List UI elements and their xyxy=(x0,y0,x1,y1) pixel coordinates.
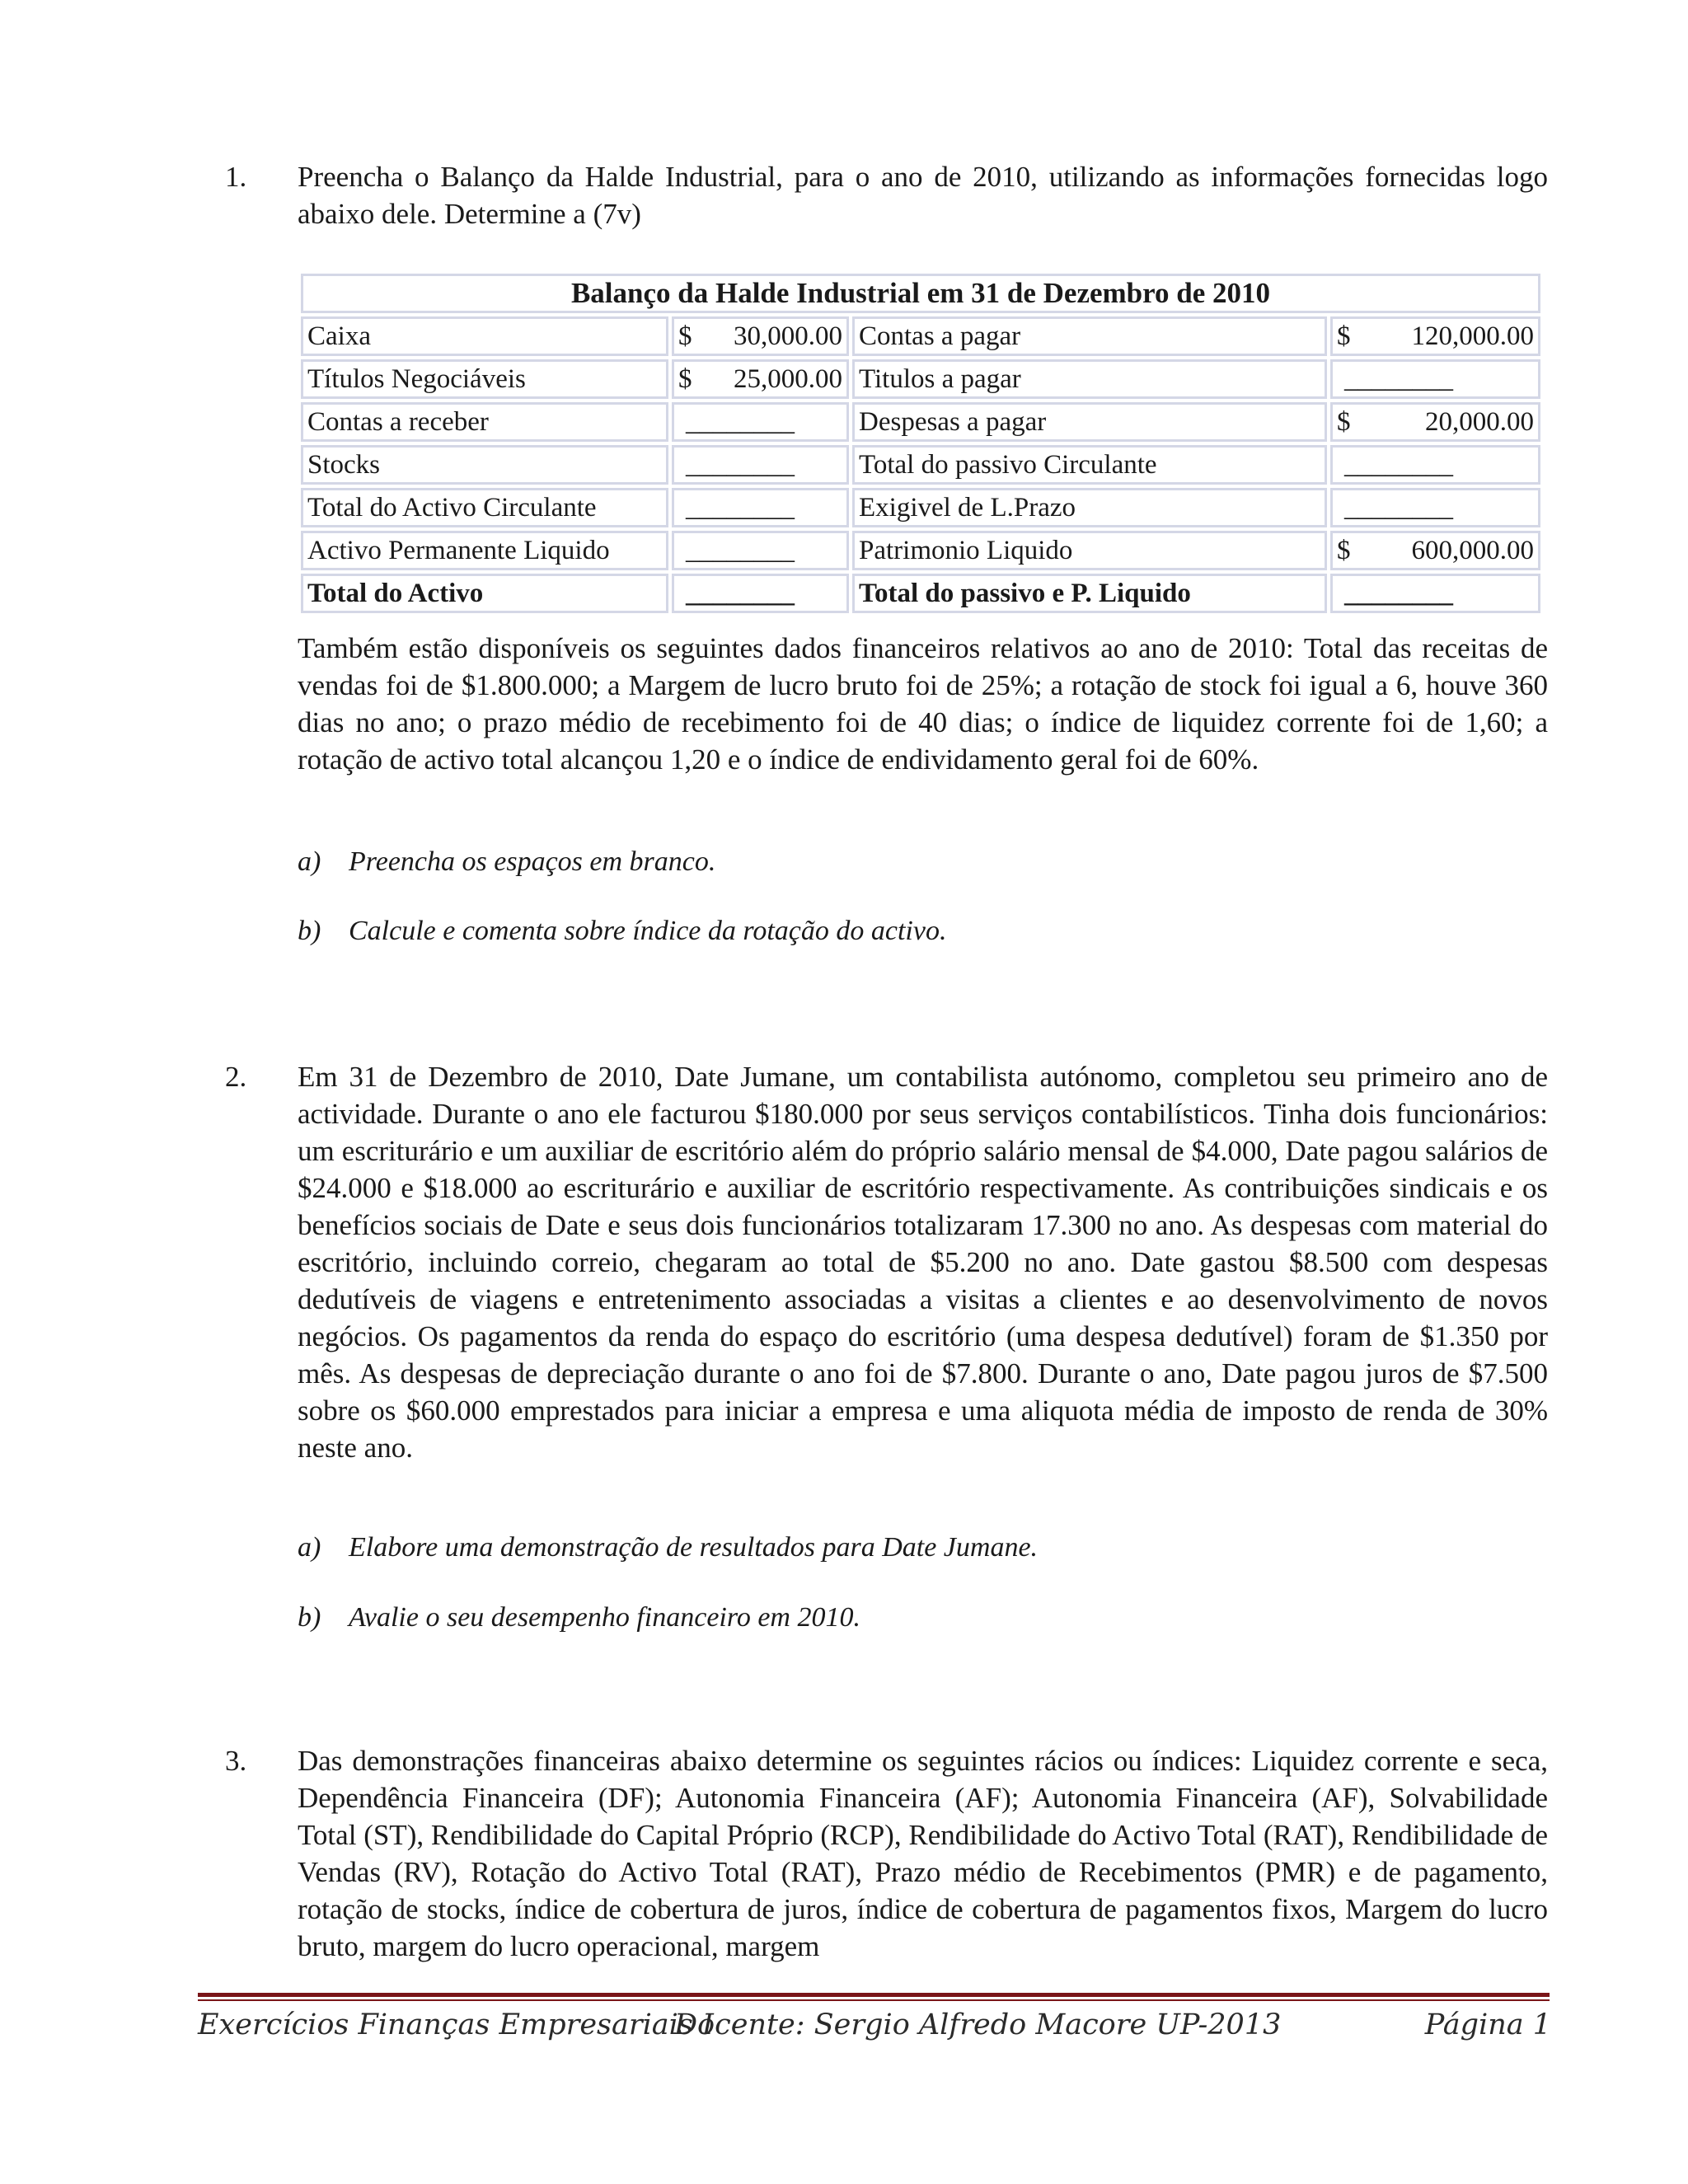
asset-label xyxy=(301,316,668,356)
footer-teacher: Docente: Sergio Alfredo Macore UP-2013 xyxy=(674,2008,1282,2041)
table-row xyxy=(301,445,1540,485)
asset-value xyxy=(672,488,849,527)
cell-value: 30,000.00 xyxy=(734,321,842,351)
subquestion-text: Elabore uma demonstração de resultados para Date Jumane. xyxy=(349,1532,1039,1563)
liability-label xyxy=(852,531,1327,570)
currency-symbol: $ xyxy=(678,364,692,394)
cell-value: ________ xyxy=(686,579,795,608)
liability-label xyxy=(852,445,1327,485)
liability-value xyxy=(1330,488,1540,527)
asset-label xyxy=(301,531,668,570)
subquestion-b xyxy=(298,914,946,949)
footer-rule xyxy=(198,1993,1550,1997)
question-text: Das demonstrações financeiras abaixo determine os seguintes rácios ou índices: Liquidez corrente e seca, Dependência Financeira (DF); Autonomia Financeira (AF); Autonomia Financeira (AF), Solvabilidade Total (ST), Rendibilidade do Capital Próprio (RCP), Rendibilidade do Activo Total (RAT), Rendibilidade de Vendas (RV), Rotação do Activo Total (RAT), Prazo médio de Recebimentos (PMR) e de pagamento, rotação de stocks, índice de cobertura de juros, índice de cobertura de pagamentos fixos, Margem do lucro bruto, margem do lucro operacional, margem xyxy=(298,1745,1548,1962)
subquestion-text: Preencha os espaços em branco. xyxy=(349,846,716,877)
table-title: Balanço da Halde Industrial em 31 de Dezembro de 2010 xyxy=(301,274,1540,313)
cell-text: Patrimonio Liquido xyxy=(859,536,1073,565)
liability-value xyxy=(1330,531,1540,570)
asset-value xyxy=(672,402,849,442)
asset-label xyxy=(301,402,668,442)
liability-label xyxy=(852,574,1327,613)
liability-value xyxy=(1330,402,1540,442)
subquestion-label: b) xyxy=(298,1602,321,1633)
liability-label xyxy=(852,488,1327,527)
table-row xyxy=(301,574,1540,613)
cell-value: 600,000.00 xyxy=(1411,536,1534,565)
liability-label xyxy=(852,402,1327,442)
cell-value: ________ xyxy=(1344,579,1453,608)
asset-label xyxy=(301,574,668,613)
asset-label xyxy=(301,488,668,527)
liability-value xyxy=(1330,574,1540,613)
cell-text: Total do passivo Circulante xyxy=(859,450,1157,480)
liability-value xyxy=(1330,359,1540,399)
liability-label xyxy=(852,316,1327,356)
cell-value: ________ xyxy=(1344,364,1453,394)
cell-text: Exigivel de L.Prazo xyxy=(859,493,1076,523)
asset-value xyxy=(672,316,849,356)
asset-value xyxy=(672,574,849,613)
cell-text: Total do passivo e P. Liquido xyxy=(859,579,1191,608)
subquestion-text: Avalie o seu desempenho financeiro em 2010. xyxy=(349,1602,860,1633)
cell-value: 25,000.00 xyxy=(734,364,842,394)
cell-value: ________ xyxy=(686,536,795,565)
cell-value: ________ xyxy=(1344,450,1453,480)
subquestion-a xyxy=(298,1530,1038,1565)
cell-text: Contas a pagar xyxy=(859,321,1021,351)
data-paragraph: Também estão disponíveis os seguintes dados financeiros relativos ao ano de 2010: Total das receitas de vendas foi de $1.800.000; a Margem de lucro bruto foi de 25%; a rotação de stock foi igual a 6, houve 360 dias no ano; o prazo médio de recebimento foi de 40 dias; o índice de liquidez corrente foi de 1,60; a rotação de activo total alcançou 1,20 e o índice de endividamento geral foi de 60%. xyxy=(298,632,1548,776)
cell-text: Despesas a pagar xyxy=(859,407,1047,437)
subquestion-a xyxy=(298,845,715,879)
currency-symbol: $ xyxy=(678,321,692,351)
asset-value xyxy=(672,531,849,570)
cell-value: ________ xyxy=(686,450,795,480)
subquestion-b xyxy=(298,1601,860,1635)
currency-symbol: $ xyxy=(1337,407,1351,437)
footer-page-number: Página 1 xyxy=(1424,2008,1551,2041)
cell-value: 120,000.00 xyxy=(1411,321,1534,351)
footer-course: Exercícios Finanças Empresariais I xyxy=(198,2008,714,2041)
cell-text: Stocks xyxy=(307,450,381,480)
question-text: Preencha o Balanço da Halde Industrial, para o ano de 2010, utilizando as informações fornecidas logo abaixo dele. Determine a (7v) xyxy=(298,161,1548,230)
question-number: 1. xyxy=(225,161,247,193)
currency-symbol: $ xyxy=(1337,536,1351,565)
footer-rule-thin xyxy=(198,1999,1550,2001)
cell-text: Total do Activo Circulante xyxy=(307,493,597,523)
cell-text: Titulos a pagar xyxy=(859,364,1021,394)
table-row xyxy=(301,359,1540,399)
table-row xyxy=(301,488,1540,527)
cell-text: Caixa xyxy=(307,321,371,351)
asset-label xyxy=(301,445,668,485)
liability-value xyxy=(1330,316,1540,356)
currency-symbol: $ xyxy=(1337,321,1351,351)
question-number: 3. xyxy=(225,1745,247,1777)
table-row xyxy=(301,531,1540,570)
subquestion-label: a) xyxy=(298,1532,321,1563)
subquestion-text: Calcule e comenta sobre índice da rotação do activo. xyxy=(349,916,947,946)
liability-value xyxy=(1330,445,1540,485)
question-number: 2. xyxy=(225,1061,247,1093)
cell-value: 20,000.00 xyxy=(1425,407,1534,437)
cell-text: Activo Permanente Liquido xyxy=(307,536,610,565)
question-text: Em 31 de Dezembro de 2010, Date Jumane, um contabilista autónomo, completou seu primeiro ano de actividade. Durante o ano ele facturou $180.000 por seus serviços contabilísticos. Tinha dois funcionários: um escriturário e um auxiliar de escritório além do próprio salário mensal de $4.000, Date pagou salários de $24.000 e $18.000 ao escriturário e auxiliar de escritório respectivamente. As contribuições sindicais e os benefícios sociais de Date e seus dois funcionários totalizaram 17.300 no ano. As despesas com material do escritório, incluindo correio, chegaram ao total de $5.200 no ano. Date gastou $8.500 com despesas dedutíveis de viagens e entretenimento associadas a visitas a clientes e ao desenvolvimento de novos negócios. Os pagamentos da renda do espaço do escritório (uma despesa dedutível) foram de $1.350 por mês. As despesas de depreciação durante o ano foi de $7.800. Durante o ano, Date pagou juros de $7.500 sobre os $60.000 emprestados para iniciar a empresa e uma aliquota média de imposto de renda de 30% neste ano. xyxy=(298,1061,1548,1464)
cell-value: ________ xyxy=(686,407,795,437)
table-body xyxy=(301,316,1540,613)
cell-value: ________ xyxy=(686,493,795,523)
asset-value xyxy=(672,445,849,485)
table-row xyxy=(301,402,1540,442)
cell-text: Contas a receber xyxy=(307,407,489,437)
cell-text: Total do Activo xyxy=(307,579,484,608)
table-header-row xyxy=(301,274,1540,313)
table-row xyxy=(301,316,1540,356)
liability-label xyxy=(852,359,1327,399)
subquestion-label: a) xyxy=(298,846,321,877)
cell-text: Títulos Negociáveis xyxy=(307,364,526,394)
asset-label xyxy=(301,359,668,399)
balance-sheet-table xyxy=(298,270,1544,616)
asset-value xyxy=(672,359,849,399)
subquestion-label: b) xyxy=(298,916,321,946)
cell-value: ________ xyxy=(1344,493,1453,523)
